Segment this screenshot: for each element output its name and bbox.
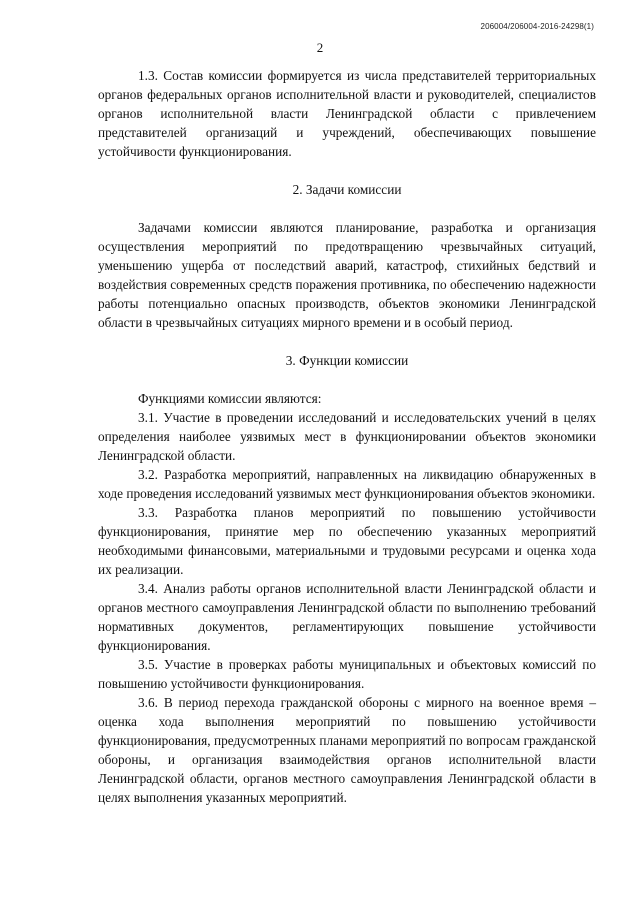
section-3-lead: Функциями комиссии являются: <box>138 391 322 406</box>
section-3-heading: 3. Функции комиссии <box>285 353 409 368</box>
document-body <box>98 66 596 807</box>
page-number: 2 <box>316 40 324 55</box>
document-id: 206004/206004-2016-24298(1) <box>480 22 594 31</box>
paragraph-3-2: 3.2. Разработка мероприятий, направленных на ликвидацию обнаруженных в ходе проведения исследований уязвимых мест функционирования объектов экономики. <box>98 467 596 501</box>
paragraph-3-4: 3.4. Анализ работы органов исполнительной власти Ленинградской области и органов местного самоуправления Ленинградской области по выполнению требований нормативных документов, регламентирующих повышение устойчивости функционирования. <box>98 581 596 653</box>
paragraph-1-3: 1.3. Состав комиссии формируется из числа представителей территориальных органов федеральных органов исполнительной власти и руководителей, специалистов органов исполнительной власти Ленинградской области с привлечением представителей организаций и учреждений, обеспечивающих повышение устойчивости функционирования. <box>98 68 596 159</box>
paragraph-3-1: 3.1. Участие в проведении исследований и исследовательских учений в целях определения наиболее уязвимых мест в функционировании объектов экономики Ленинградской области. <box>98 410 596 463</box>
section-2-paragraph: Задачами комиссии являются планирование, разработка и организация осуществления мероприятий по предотвращению чрезвычайных ситуаций, уменьшению ущерба от последствий аварий, катастроф, стихийных бедствий и воздействия современных средств поражения противника, по обеспечению надежности работы потенциально опасных производств, объектов экономики Ленинградской области в чрезвычайных ситуациях мирного времени и в особый период. <box>98 220 596 330</box>
paragraph-3-6: 3.6. В период перехода гражданской обороны с мирного на военное время – оценка хода выполнения мероприятий по повышению устойчивости функционирования, предусмотренных планами мероприятий по вопросам гражданской обороны, и организация взаимодействия органов исполнительной власти Ленинградской области, органов местного самоуправления Ленинградской области в целях выполнения указанных мероприятий. <box>98 695 596 805</box>
paragraph-3-5: 3.5. Участие в проверках работы муниципальных и объектовых комиссий по повышению устойчивости функционирования. <box>98 657 596 691</box>
paragraph-3-3: 3.3. Разработка планов мероприятий по повышению устойчивости функционирования, принятие мер по обеспечению указанных мероприятий необходимыми финансовыми, материальными и трудовыми ресурсами и оценка хода их реализации. <box>98 505 596 577</box>
section-2-heading: 2. Задачи комиссии <box>292 182 402 197</box>
